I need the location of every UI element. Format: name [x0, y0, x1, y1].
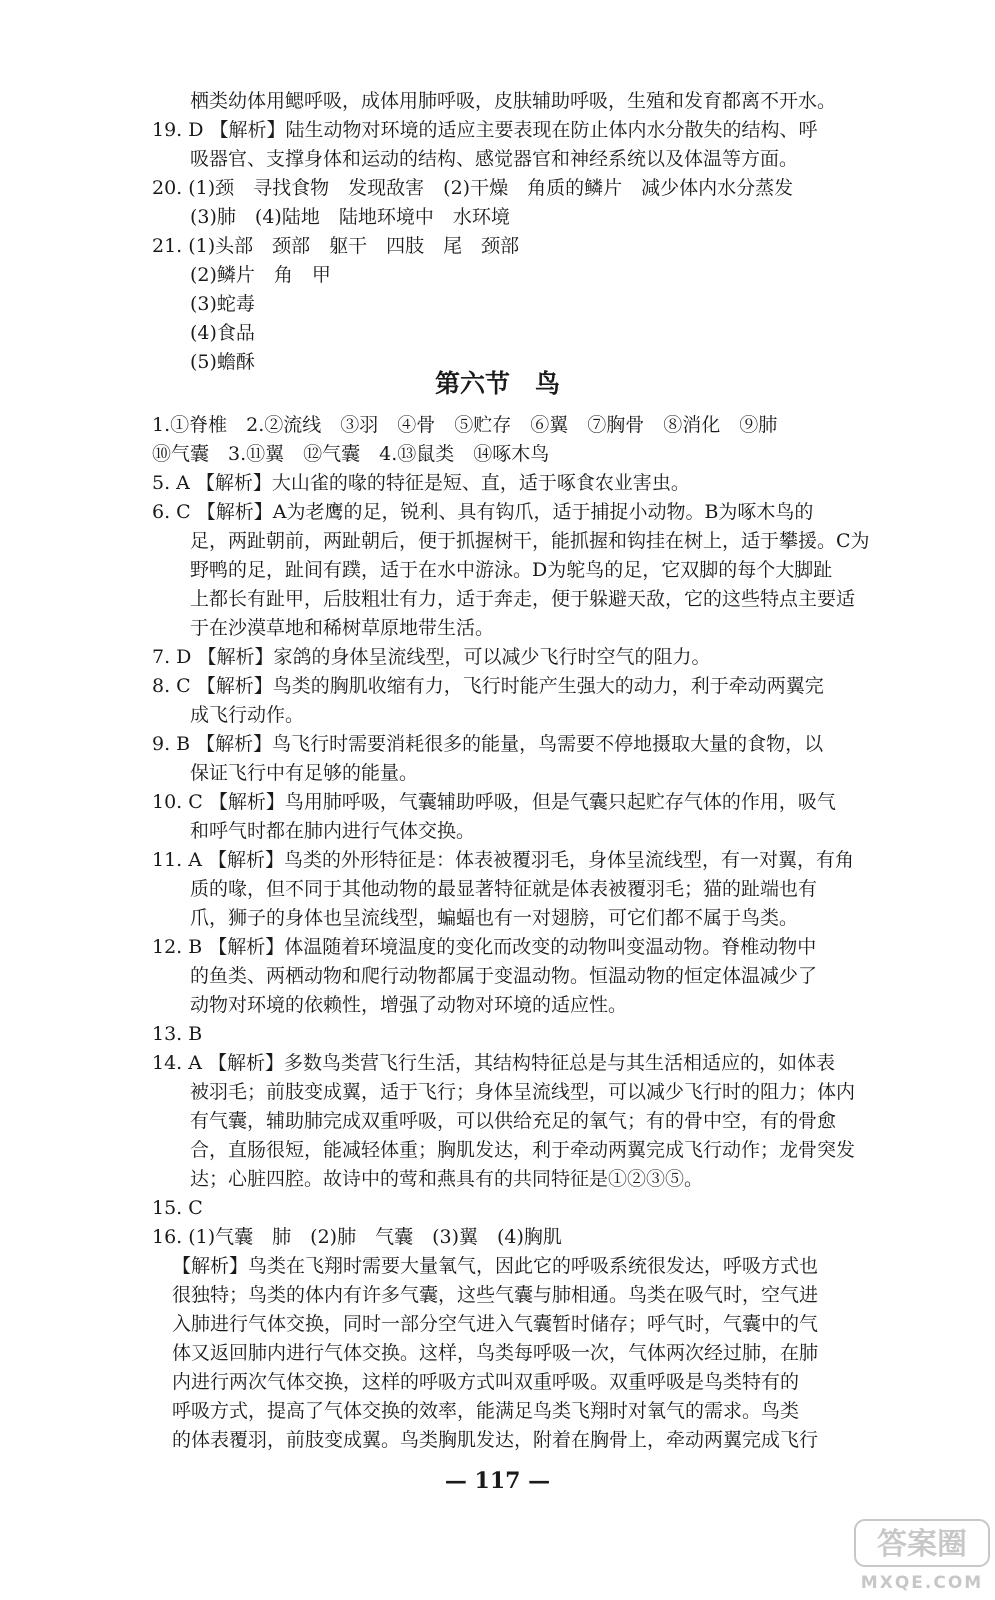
- text-line: 19. D 【解析】陆生动物对环境的适应主要表现在防止体内水分散失的结构、呼: [152, 119, 818, 141]
- text-line: 合，直肠很短，能减轻体重；胸肌发达，利于牵动两翼完成飞行动作；龙骨突发: [190, 1139, 856, 1161]
- text-line: 足，两趾朝前，两趾朝后，便于抓握树干，能抓握和钩挂在树上，适于攀援。C为: [190, 530, 870, 552]
- text-line: 内进行两次气体交换，这样的呼吸方式叫双重呼吸。双重呼吸是鸟类特有的: [172, 1371, 800, 1393]
- text-line: 20. (1)颈 寻找食物 发现敌害 (2)干燥 角质的鳞片 减少体内水分蒸发: [152, 177, 794, 199]
- text-line: (3)蛇毒: [190, 293, 255, 315]
- text-line: (3)肺 (4)陆地 陆地环境中 水环境: [190, 206, 510, 228]
- text-line: 动物对环境的依赖性，增强了动物对环境的适应性。: [190, 994, 628, 1016]
- text-line: 体又返回肺内进行气体交换。这样，鸟类每呼吸一次，气体两次经过肺，在肺: [172, 1342, 819, 1364]
- text-line: 被羽毛；前肢变成翼，适于飞行；身体呈流线型，可以减少飞行时的阻力；体内: [190, 1081, 856, 1103]
- text-line: 16. (1)气囊 肺 (2)肺 气囊 (3)翼 (4)胸肌: [152, 1226, 562, 1248]
- watermark-icon: [853, 1516, 991, 1594]
- text-line: 6. C 【解析】A为老鹰的足，锐利、具有钩爪，适于捕捉小动物。B为啄木鸟的: [152, 501, 814, 523]
- text-line: 的鱼类、两栖动物和爬行动物都属于变温动物。恒温动物的恒定体温减少了: [190, 965, 818, 987]
- text-line: 8. C 【解析】鸟类的胸肌收缩有力，飞行时能产生强大的动力，利于牵动两翼完: [152, 675, 824, 697]
- text-line: 很独特；鸟类的体内有许多气囊，这些气囊与肺相通。鸟类在吸气时，空气进: [172, 1284, 819, 1306]
- text-line: (4)食品: [190, 322, 255, 344]
- text-line: 21. (1)头部 颈部 躯干 四肢 尾 颈部: [152, 235, 520, 257]
- text-line: 9. B 【解析】鸟飞行时需要消耗很多的能量，鸟需要不停地摄取大量的食物，以: [152, 733, 824, 755]
- text-line: 10. C 【解析】鸟用肺呼吸，气囊辅助呼吸，但是气囊只起贮存气体的作用，吸气: [152, 791, 836, 813]
- text-line: (5)蟾酥: [190, 351, 255, 373]
- text-line: 13. B: [152, 1023, 203, 1045]
- text-line: 5. A 【解析】大山雀的喙的特征是短、直，适于啄食农业害虫。: [152, 472, 690, 494]
- text-line: 吸器官、支撑身体和运动的结构、感觉器官和神经系统以及体温等方面。: [190, 148, 799, 170]
- svg-text:MXQE.COM: MXQE.COM: [860, 1573, 984, 1593]
- section-title: 第六节 鸟: [434, 369, 560, 398]
- text-line: 成飞行动作。: [190, 704, 305, 726]
- page-number: — 117 —: [444, 1468, 551, 1494]
- text-line: 保证飞行中有足够的能量。: [190, 762, 419, 784]
- text-line: 14. A 【解析】多数鸟类营飞行生活，其结构特征总是与其生活相适应的，如体表: [152, 1052, 836, 1074]
- text-line: 入肺进行气体交换，同时一部分空气进入气囊暂时储存；呼气时，气囊中的气: [172, 1313, 819, 1335]
- text-line: 7. D 【解析】家鸽的身体呈流线型，可以减少飞行时空气的阻力。: [152, 646, 711, 668]
- text-line: 【解析】鸟类在飞翔时需要大量氧气，因此它的呼吸系统很发达，呼吸方式也: [172, 1255, 819, 1277]
- text-line: ⑩气囊 3.⑪翼 ⑫气囊 4.⑬鼠类 ⑭啄木鸟: [152, 443, 550, 465]
- text-line: 爪，狮子的身体也呈流线型，蝙蝠也有一对翅膀，可它们都不属于鸟类。: [190, 907, 799, 929]
- text-line: 12. B 【解析】体温随着环境温度的变化而改变的动物叫变温动物。脊椎动物中: [152, 936, 817, 958]
- text-line: 呼吸方式，提高了气体交换的效率，能满足鸟类飞翔时对氧气的需求。鸟类: [172, 1400, 800, 1422]
- text-line: 有气囊，辅助肺完成双重呼吸，可以供给充足的氧气；有的骨中空，有的骨愈: [190, 1110, 837, 1132]
- text-line: 达；心脏四腔。故诗中的莺和燕具有的共同特征是①②③⑤。: [190, 1168, 704, 1190]
- text-line: 质的喙，但不同于其他动物的最显著特征就是体表被覆羽毛；猫的趾端也有: [190, 878, 818, 900]
- svg-text:答案圈: 答案圈: [877, 1527, 967, 1562]
- text-line: 上都长有趾甲，后肢粗壮有力，适于奔走，便于躲避天敌，它的这些特点主要适: [190, 588, 856, 610]
- text-line: 1.①脊椎 2.②流线 ③羽 ④骨 ⑤贮存 ⑥翼 ⑦胸骨 ⑧消化 ⑨肺: [152, 414, 778, 436]
- text-line: 和呼气时都在肺内进行气体交换。: [190, 820, 476, 842]
- text-line: 栖类幼体用鳃呼吸，成体用肺呼吸，皮肤辅助呼吸，生殖和发育都离不开水。: [190, 90, 837, 112]
- text-line: 15. C: [152, 1197, 203, 1219]
- text-line: 的体表覆羽，前肢变成翼。鸟类胸肌发达，附着在胸骨上，牵动两翼完成飞行: [172, 1429, 819, 1451]
- text-line: 于在沙漠草地和稀树草原地带生活。: [190, 617, 495, 639]
- text-line: (2)鳞片 角 甲: [190, 264, 331, 286]
- watermark-logo: [853, 1516, 991, 1594]
- text-line: 野鸭的足，趾间有蹼，适于在水中游泳。D为鸵鸟的足，它双脚的每个大脚趾: [190, 559, 833, 581]
- text-line: 11. A 【解析】鸟类的外形特征是：体表被覆羽毛，身体呈流线型，有一对翼，有角: [152, 849, 855, 871]
